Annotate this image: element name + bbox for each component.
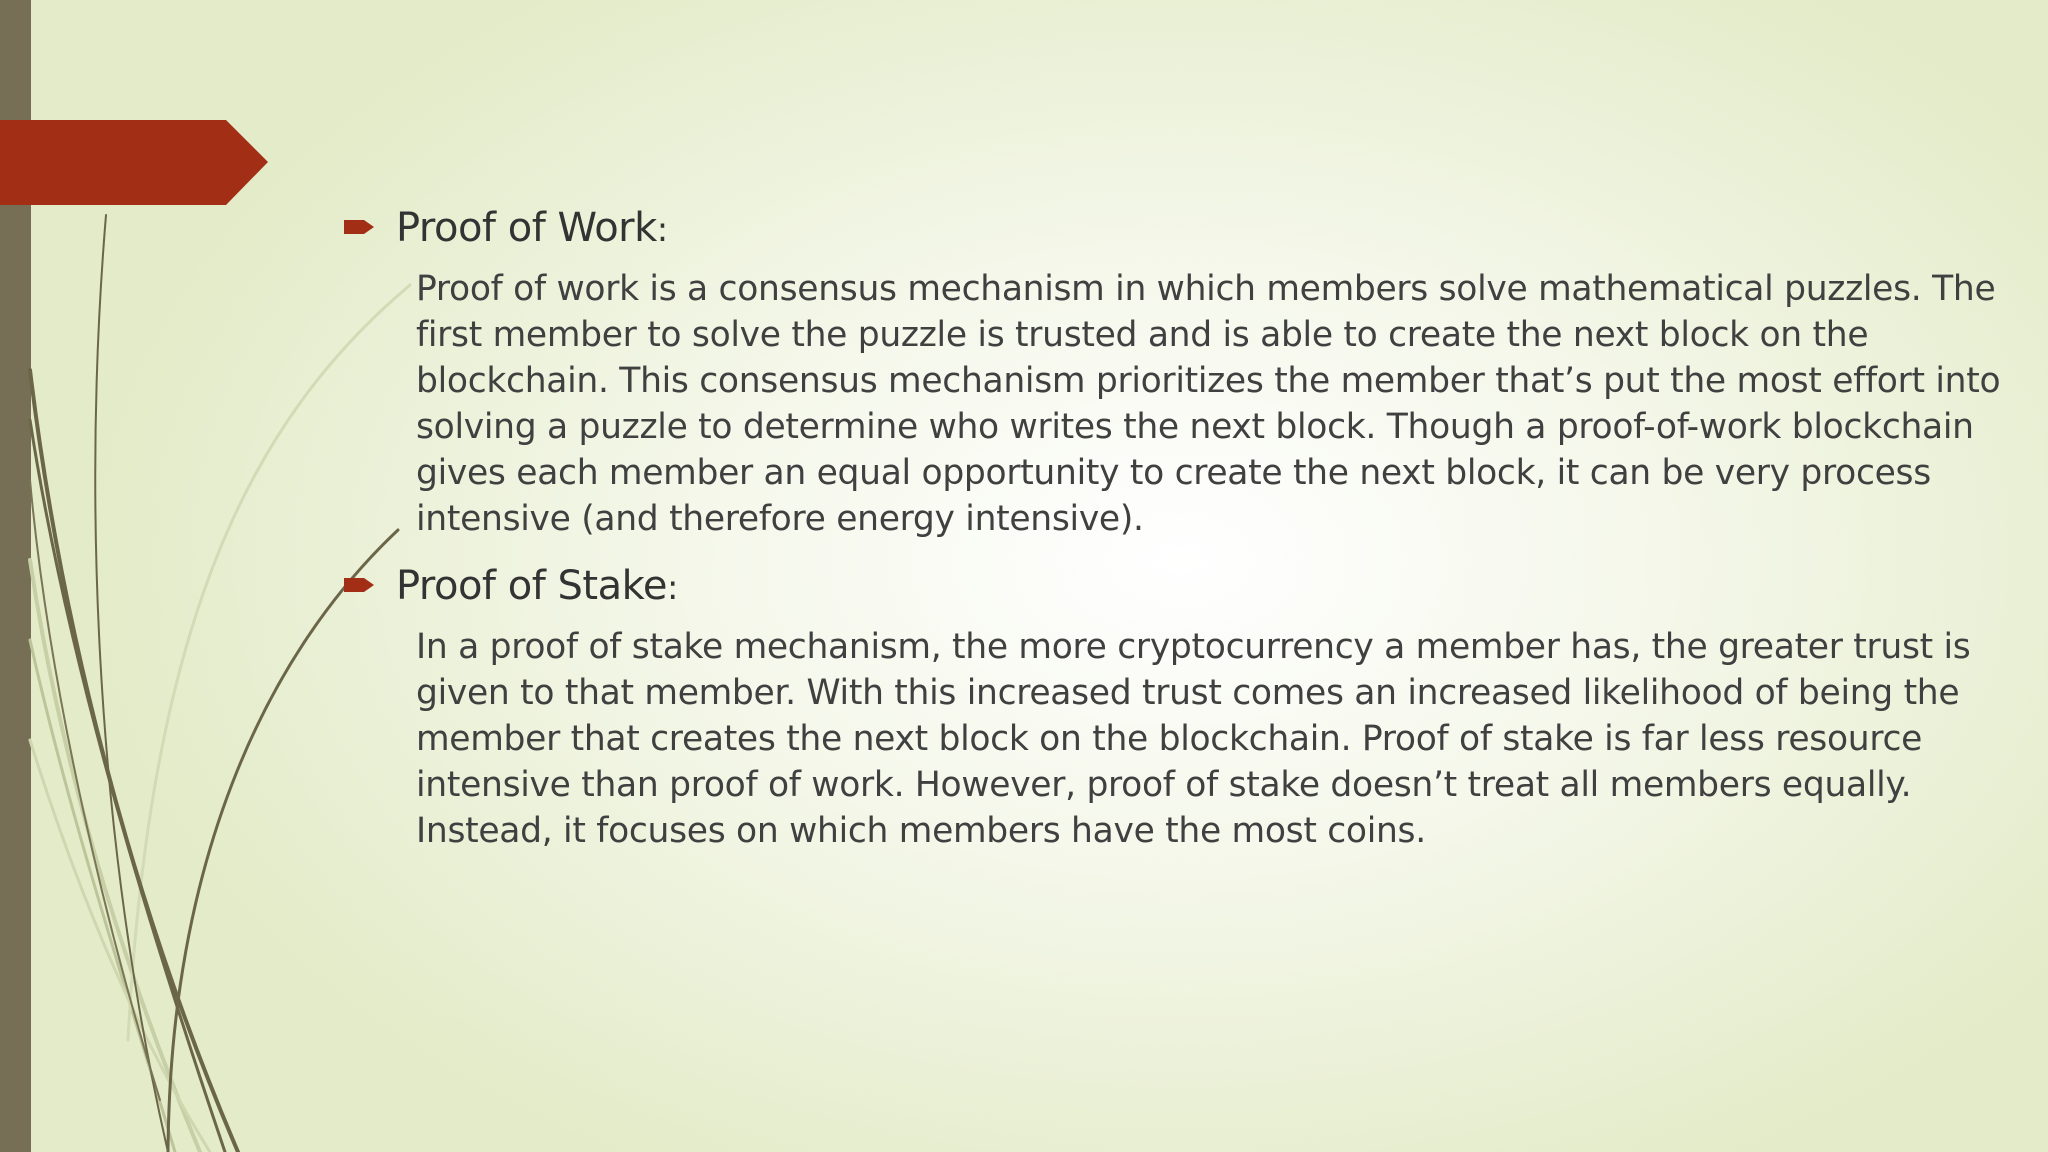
arrow-bullet-icon (342, 575, 376, 595)
curve-dark-5 (30, 480, 160, 1100)
slide-content (338, 198, 2028, 868)
section-proof-of-work (338, 198, 2028, 260)
section-body: In a proof of stake mechanism, the more cryptocurrency a member has, the greater trust is given to that member. With this increased trust comes an increased likelihood of being the member that creates the next block on the blockchain. Proof of stake is far less resource intensive than proof of work. However, proof of stake doesn’t treat all members equally. Instead, it focuses on which members have the most coins. (416, 627, 1971, 851)
section-heading: Proof of Work: (396, 205, 668, 251)
curve-light-4 (30, 740, 210, 1152)
section-proof-of-stake (338, 556, 2028, 618)
arrow-bullet-icon (342, 217, 376, 237)
title-accent-arrow (0, 120, 268, 205)
curve-dark-2 (30, 370, 238, 1152)
section-body: Proof of work is a consensus mechanism in which members solve mathematical puzzles. The first member to solve the puzzle is trusted and is able to create the next block on the blockchain. This consensus mechanism prioritizes the member that’s put the most effort into solving a puzzle to determine who writes the next block. Though a proof-of-work blockchain gives each member an equal opportunity to create the next block, it can be very process intensive (and therefore energy intensive). (416, 269, 2001, 539)
curve-light-2 (30, 640, 175, 1152)
curve-light-1 (30, 560, 200, 1152)
curve-dark-1 (95, 215, 168, 1152)
section-heading: Proof of Stake: (396, 563, 678, 609)
curve-dark-3 (30, 420, 225, 1152)
